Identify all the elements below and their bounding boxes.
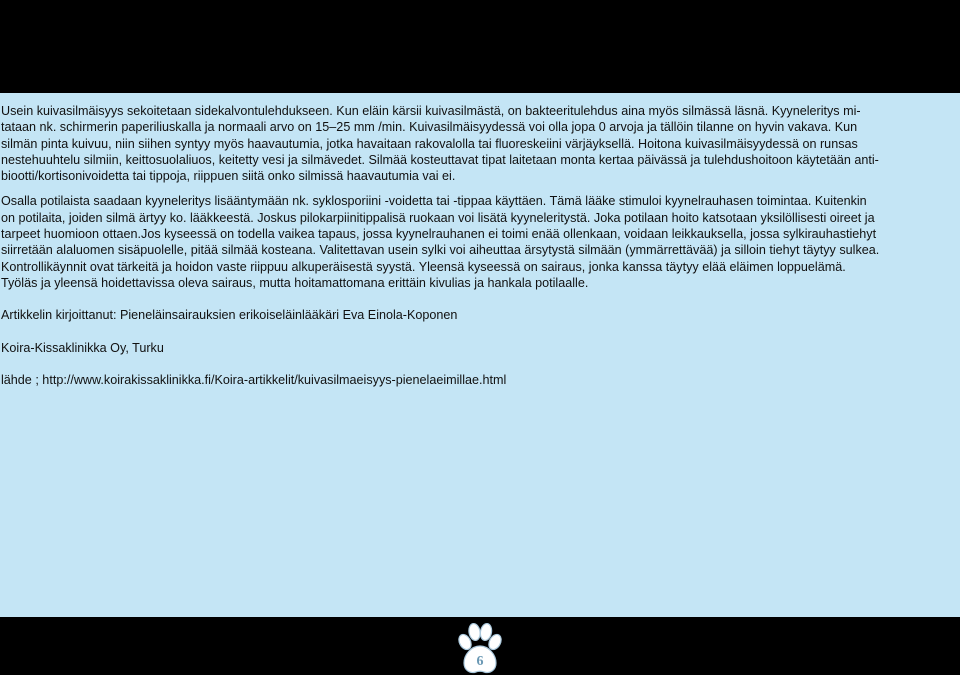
text-line: tarpeet huomioon ottaen.Jos kyseessä on todella vaikea tapaus, jossa kyynelrauhanen ei toimi enää ollenkaan, voidaan leikkauksella, jossa sylkirauhastiehyt [1, 227, 877, 242]
author-text: Artikkelin kirjoittanut: Pieneläinsairauksien erikoiseläinlääkäri Eva Einola-Koponen [1, 308, 458, 323]
text-line: on potilaita, joiden silmä ärtyy ko. lääkkeestä. Joskus pilokarpiinitippalisä ruokaan voi lisätä kyyneleritystä. Joka potilaan hoito katsotaan yksilöllisesti oireet ja [1, 210, 875, 225]
top-black-band [0, 0, 960, 93]
paragraph-spacer [0, 324, 950, 340]
text-line: tataan nk. schirmerin paperiliuskalla ja normaali arvo on 15–25 mm /min. Kuivasilmäisyydessä voi olla jopa 0 arvoja ja tällöin tilanne on hyvin vakava. Kun [1, 120, 858, 135]
article-content [0, 93, 960, 617]
text-line: biootti/kortisonivoidetta tai tippoja, riippuen siitä onko silmissä haavautumia vai ei. [1, 169, 456, 184]
page-number: 6 [476, 654, 484, 669]
clinic-text: Koira-Kissaklinikka Oy, Turku [1, 340, 164, 355]
text-line: Kontrollikäynnit ovat tärkeitä ja hoidon vaste riippuu alkuperäisestä syystä. Yleensä kyseessä on sairaus, jonka kanssa täytyy elää eläimen loppuelämä. [1, 259, 846, 274]
author-line [0, 307, 950, 323]
text-line: siirretään alaluomen sisäpuolelle, pitää silmää kosteana. Valitettavan usein sylki voi aiheuttaa ärsytystä silmään (ymmärrettävää) ja silloin tiehyt täytyy sulkea. [1, 243, 880, 258]
paragraph-dry-eye-diagnosis [0, 103, 950, 184]
clinic-line [0, 340, 950, 356]
text-line: Työläs ja yleensä hoidettavissa oleva sairaus, mutta hoitamattomana erittäin kivulias ja hankala potilaalle. [1, 275, 589, 290]
paragraph-spacer [0, 184, 950, 193]
text-line: silmän pinta kuivuu, niin siihen syntyy myös haavautumia, jotka havaitaan rakovalolla tai fluoreskeiini värjäyksellä. Hoitona kuivasilmäisyydessä on runsas [1, 136, 858, 151]
text-line: Usein kuivasilmäisyys sekoitetaan sidekalvontulehdukseen. Kun eläin kärsii kuivasilmästä, on bakteeritulehdus aina myös silmässä läsnä. Kyyneleritys mi- [1, 104, 861, 118]
paragraph-spacer [0, 356, 950, 372]
source-line [0, 372, 950, 388]
source-text: lähde ; http://www.koirakissaklinikka.fi/Koira-artikkelit/kuivasilmaeisyys-pienelaeimillae.html [1, 372, 507, 387]
paragraph-spacer [0, 291, 950, 307]
text-line: Osalla potilaista saadaan kyyneleritys lisääntymään nk. syklosporiini -voidetta tai -tippaa käyttäen. Tämä lääke stimuloi kyynelrauhasen toimintaa. Kuitenkin [1, 194, 867, 209]
paragraph-treatment [0, 193, 950, 291]
text-line: nestehuuhtelu silmiin, keittosuolaliuos, keitetty vesi ja silmävedet. Silmää kosteuttavat tipat laitetaan monta kertaa päivässä ja tulehdushoitoon käytetään anti- [1, 152, 879, 167]
